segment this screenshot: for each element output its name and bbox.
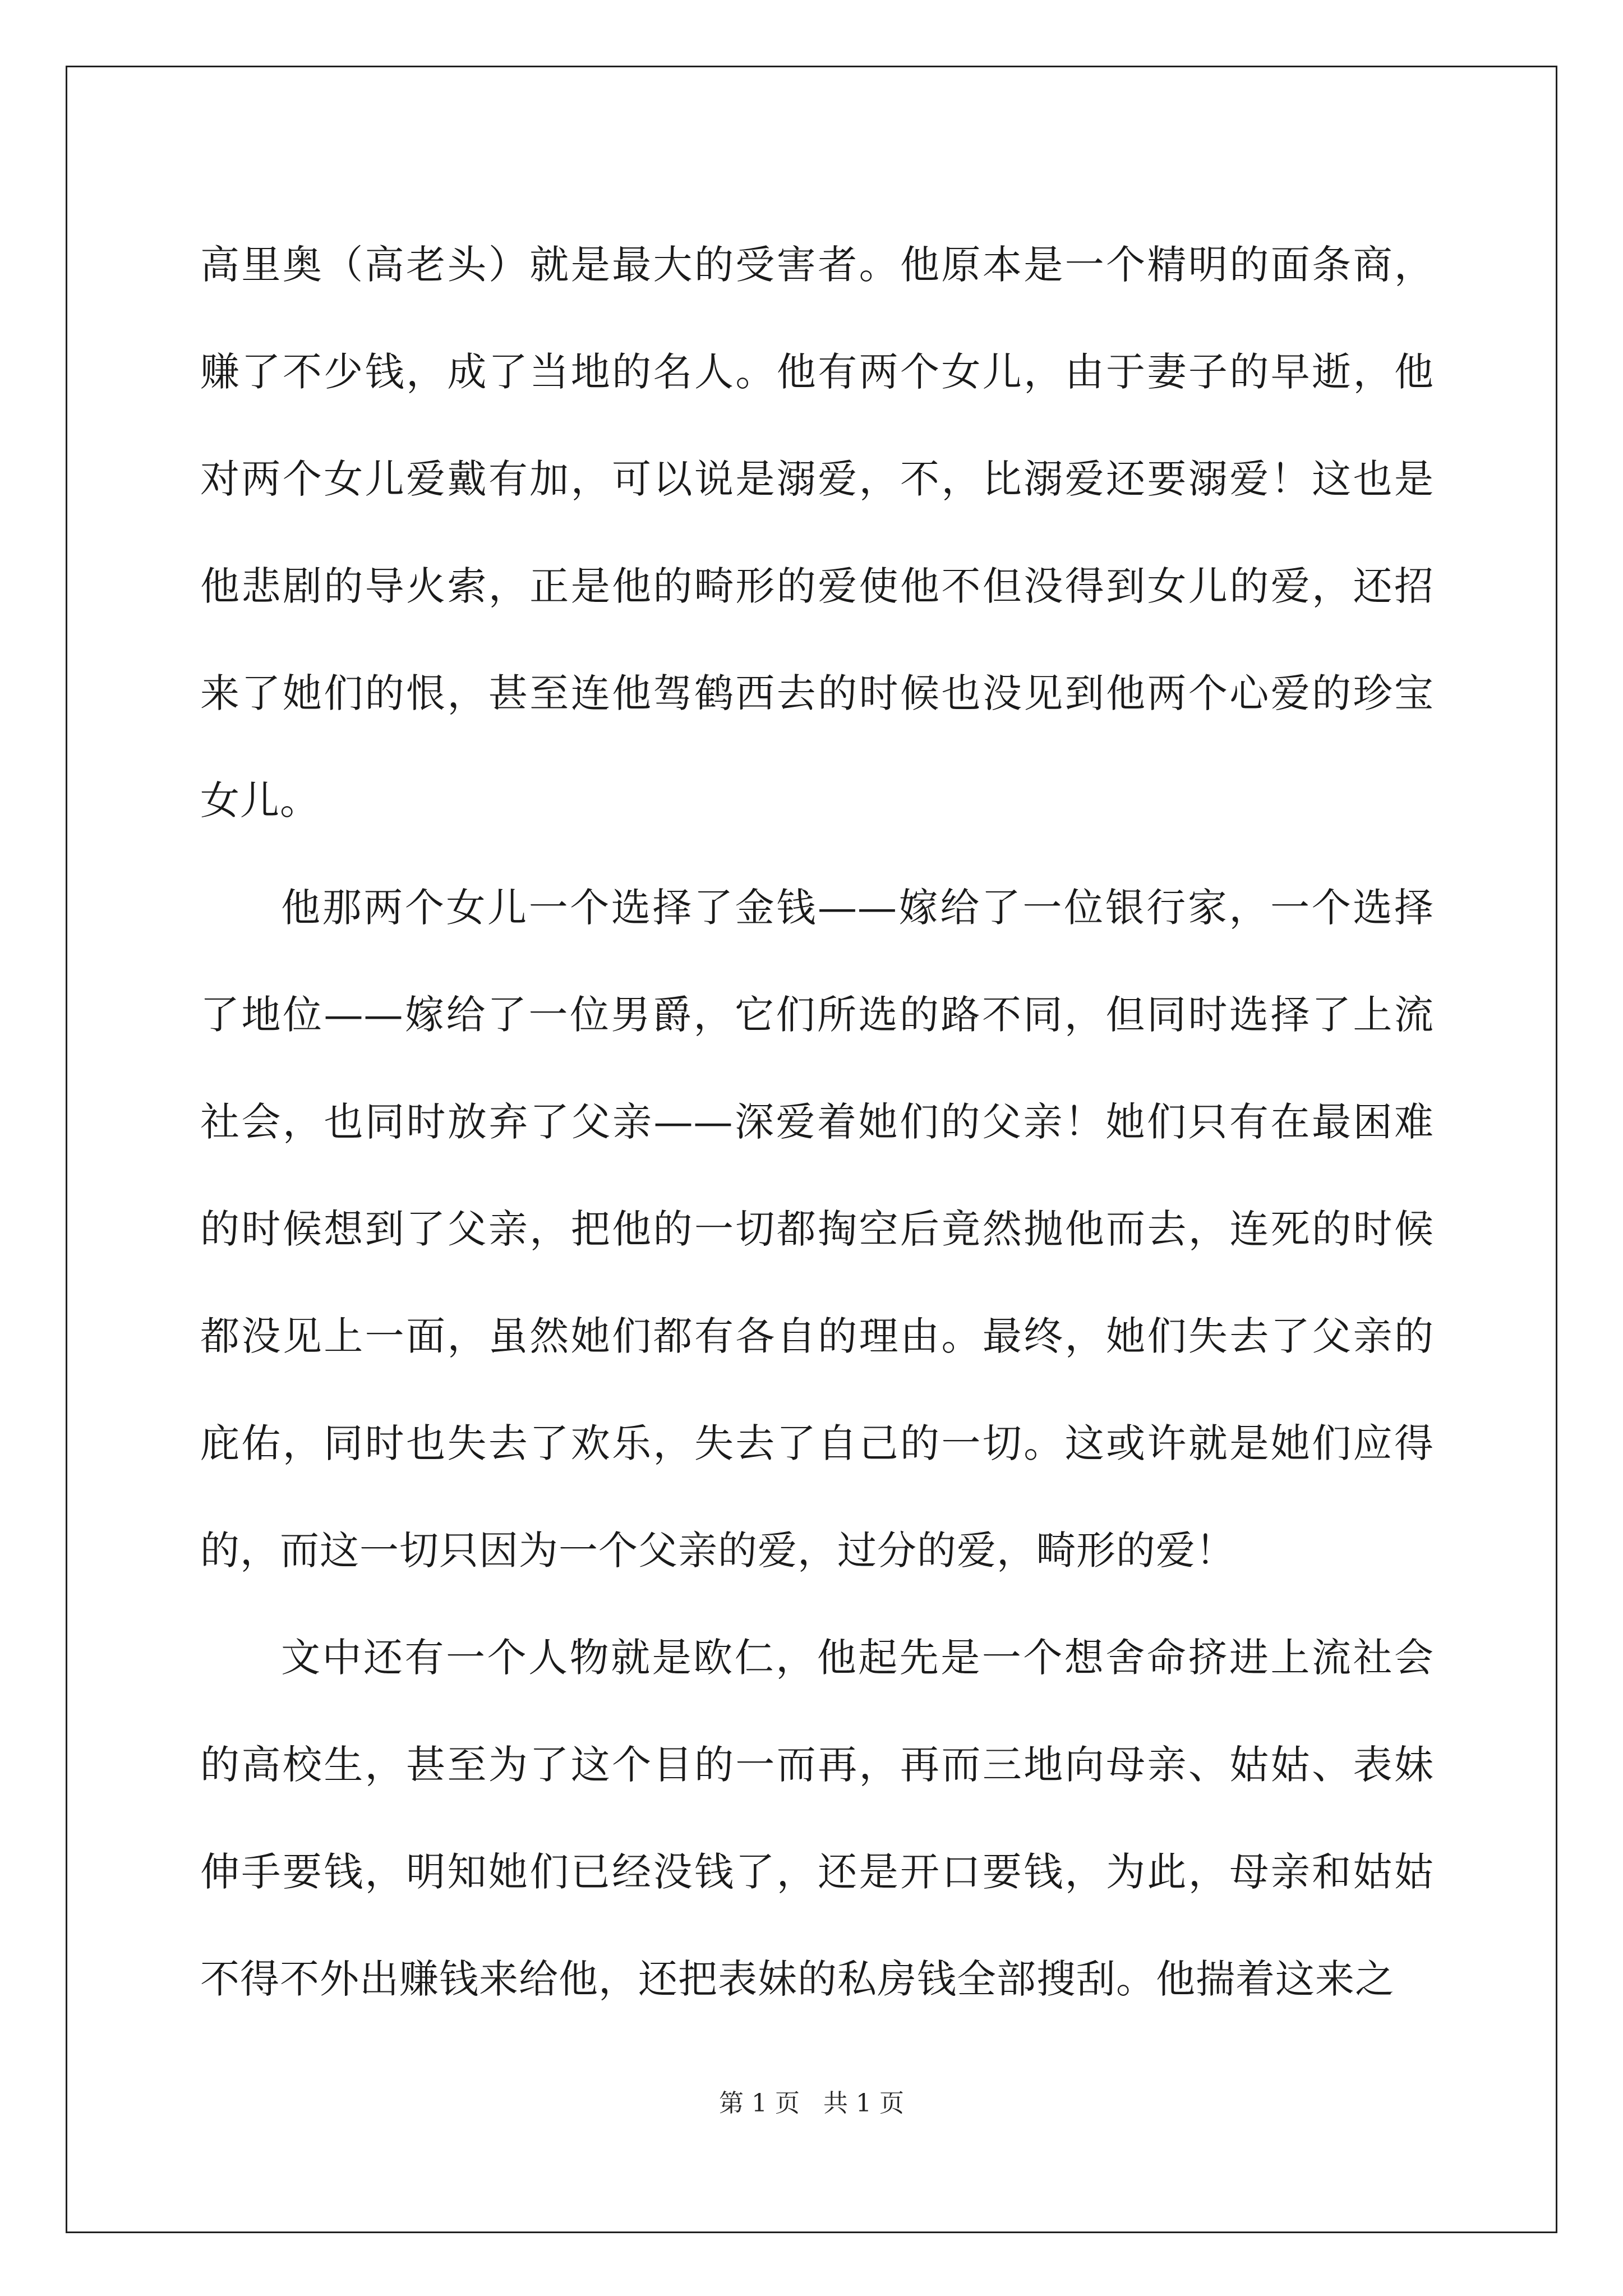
page-number-total: 共 1 页 — [823, 2089, 904, 2118]
paragraph-1: 高里奥（高老头）就是最大的受害者。他原本是一个精明的面条商，赚了不少钱，成了当地的名人。他有两个女儿，由于妻子的早逝，他对两个女儿爱戴有加，可以说是溺爱，不，比溺爱还要溺爱！这也是他悲剧的导火索，正是他的畸形的爱使他不但没得到女儿的爱，还招来了她们的恨，甚至连他驾鹤西去的时候也没见到他两个心爱的珍宝女儿。 — [200, 242, 1434, 823]
paragraph-3: 文中还有一个人物就是欧仁，他起先是一个想舍命挤进上流社会的高校生，甚至为了这个目的一而再，再而三地向母亲、姑姑、表妹伸手要钱，明知她们已经没钱了，还是开口要钱，为此，母亲和姑姑不得不外出赚钱来给他，还把表妹的私房钱全部搜刮。他揣着这来之 — [200, 1635, 1434, 2002]
paragraph-2: 他那两个女儿一个选择了金钱——嫁给了一位银行家，一个选择了地位——嫁给了一位男爵，它们所选的路不同，但同时选择了上流社会，也同时放弃了父亲——深爱着她们的父亲！她们只有在最困难的时候想到了父亲，把他的一切都掏空后竟然抛他而去，连死的时候都没见上一面，虽然她们都有各自的理由。最终，她们失去了父亲的庇佑，同时也失去了欢乐，失去了自己的一切。这或许就是她们应得的，而这一切只因为一个父亲的爱，过分的爱，畸形的爱！ — [200, 885, 1434, 1573]
document-body — [200, 211, 1434, 2033]
page-footer — [0, 2088, 1623, 2119]
page-number-current: 第 1 页 — [719, 2089, 800, 2118]
